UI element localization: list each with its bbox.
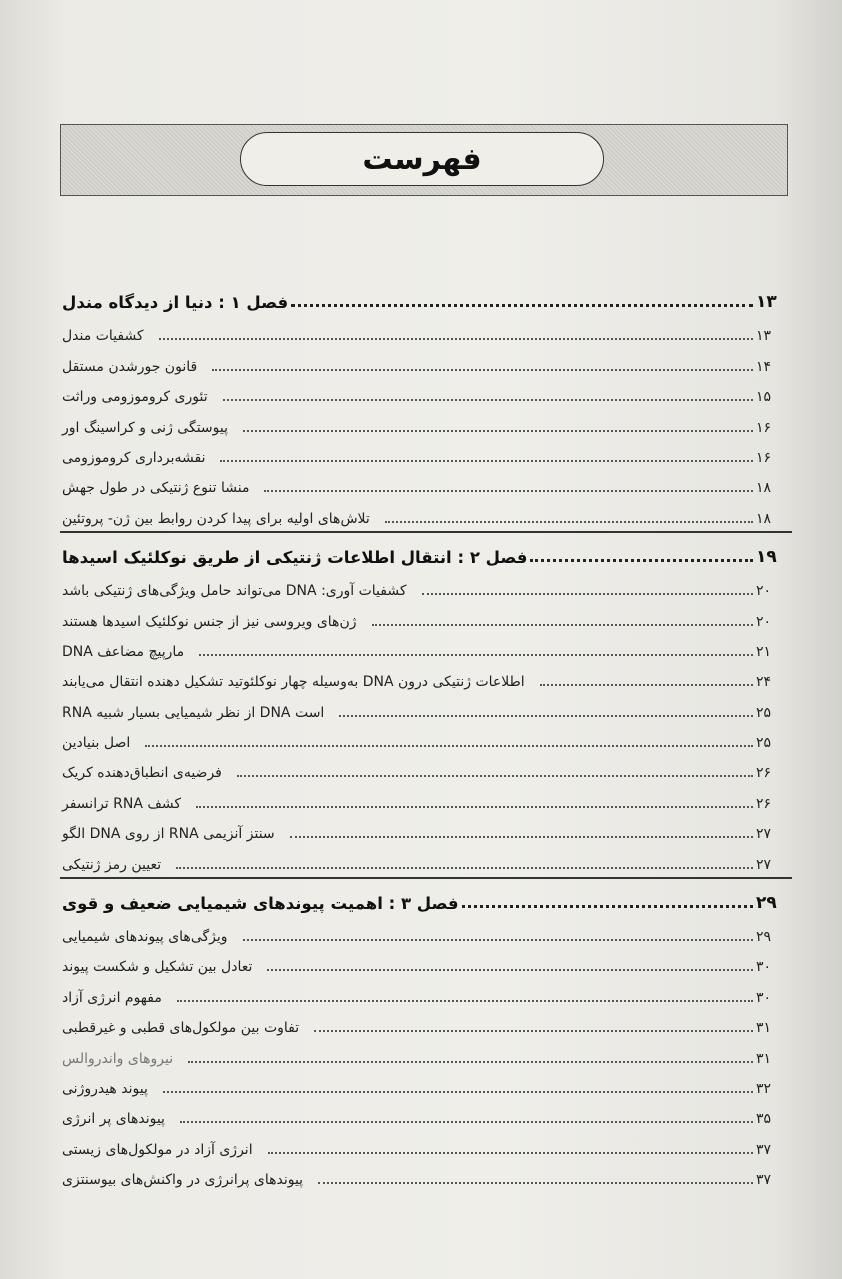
toc-entry — [60, 694, 792, 724]
toc-entry — [60, 816, 792, 846]
toc-entry-page-number: ۲۵ — [756, 704, 772, 721]
toc-entry — [60, 348, 792, 378]
toc-entry-label: تعادل بین تشکیل و شکست پیوند — [62, 959, 253, 976]
dot-leader — [220, 460, 753, 462]
dot-leader — [267, 969, 753, 971]
toc-entry-label: ویژگی‌های پیوندهای شیمیایی — [62, 929, 228, 946]
toc-entry-label: اطلاعات ژنتیکی درون DNA به‌وسیله چهار نوکلئوتید تشکیل دهنده انتقال می‌یابند — [62, 674, 525, 691]
chapter-heading — [60, 531, 792, 573]
dot-leader — [339, 715, 753, 717]
toc-entry-label: کشفیات مندل — [62, 328, 144, 345]
dot-leader — [264, 490, 753, 492]
toc-entry — [60, 725, 792, 755]
toc-entry-page-number: ۱۸ — [756, 480, 772, 497]
toc-entry — [60, 603, 792, 633]
dot-leader — [462, 905, 753, 908]
toc-entry-label: اصل بنیادین — [62, 735, 131, 752]
toc-entry — [60, 634, 792, 664]
dot-leader — [268, 1152, 753, 1154]
toc-entry — [60, 409, 792, 439]
toc-entry-page-number: ۳۰ — [756, 959, 772, 976]
toc-entry-label: تعیین رمز ژنتیکی — [62, 856, 162, 873]
toc-entry-label: پیوند هیدروژنی — [62, 1080, 148, 1097]
toc-entry-page-number: ۳۲ — [756, 1080, 772, 1097]
table-of-contents — [60, 276, 792, 1192]
toc-entry-page-number: ۳۰ — [756, 989, 772, 1006]
toc-entry — [60, 949, 792, 979]
dot-leader — [145, 745, 753, 747]
toc-entry-label: تئوری کروموزومی وراثت — [62, 389, 208, 406]
toc-entry-page-number: ۳۱ — [756, 1050, 772, 1067]
toc-entry-label: مفهوم انرژی آزاد — [62, 989, 162, 1006]
chapter-heading-label: فصل ۳ : اهمیت پیوندهای شیمیایی ضعیف و قوی — [62, 893, 459, 913]
toc-entry-page-number: ۱۳ — [756, 328, 772, 345]
toc-entry-label: کشفیات آوری: DNA می‌تواند حامل ویژگی‌های ژنتیکی باشد — [62, 583, 407, 600]
toc-entry — [60, 1101, 792, 1131]
toc-entry-label: انرژی آزاد در مولکول‌های زیستی — [62, 1141, 253, 1158]
toc-entry-label: پیوندهای پر انرژی — [62, 1111, 165, 1128]
dot-leader — [290, 836, 753, 838]
toc-entry — [60, 1040, 792, 1070]
toc-entry-label: پیوندهای پرانرژی در واکنش‌های بیوسنتزی — [62, 1172, 304, 1189]
chapter-heading-page-number: ۱۳ — [756, 292, 777, 312]
toc-entry-label: کشف RNA ترانسفر — [62, 795, 182, 812]
toc-entry-page-number: ۳۱ — [756, 1020, 772, 1037]
toc-entry — [60, 785, 792, 815]
dot-leader — [176, 867, 753, 869]
title-frame — [240, 132, 604, 186]
toc-entry-label: مارپیچ مضاعف DNA — [62, 643, 185, 660]
dot-leader — [177, 1000, 753, 1002]
toc-entry-page-number: ۲۷ — [756, 826, 772, 843]
chapter-heading — [60, 276, 792, 318]
dot-leader — [212, 369, 753, 371]
toc-entry — [60, 1131, 792, 1161]
toc-entry-page-number: ۲۹ — [756, 929, 772, 946]
chapter-heading-label: فصل ۲ : انتقال اطلاعات ژنتیکی از طریق نوکلئیک اسیدها — [62, 547, 528, 567]
dot-leader — [188, 1061, 753, 1063]
dot-leader — [223, 399, 753, 401]
chapter-heading — [60, 877, 792, 919]
toc-entry — [60, 1162, 792, 1192]
toc-entry-page-number: ۲۱ — [756, 643, 772, 660]
toc-entry — [60, 846, 792, 876]
toc-entry-page-number: ۳۷ — [756, 1141, 772, 1158]
toc-entry-page-number: ۳۵ — [756, 1111, 772, 1128]
dot-leader — [530, 559, 753, 562]
toc-entry-label: تفاوت بین مولکول‌های قطبی و غیرقطبی — [62, 1020, 300, 1037]
toc-entry-label: منشا تنوع ژنتیکی در طول جهش — [62, 480, 250, 497]
dot-leader — [180, 1121, 753, 1123]
dot-leader — [314, 1030, 753, 1032]
toc-entry-label: ژن‌های ویروسی نیز از جنس نوکلئیک اسیدها هستند — [62, 613, 357, 630]
toc-entry-label: RNA از نظر شیمیایی بسیار شبیه DNA است — [62, 704, 325, 721]
toc-entry — [60, 979, 792, 1009]
toc-entry-page-number: ۲۷ — [756, 856, 772, 873]
toc-entry-label: نقشه‌برداری کروموزومی — [62, 449, 206, 466]
toc-entry-page-number: ۱۵ — [756, 389, 772, 406]
toc-entry — [60, 1071, 792, 1101]
toc-entry — [60, 664, 792, 694]
toc-entry-page-number: ۱۶ — [756, 419, 772, 436]
dot-leader — [243, 939, 753, 941]
dot-leader — [422, 593, 753, 595]
toc-entry — [60, 470, 792, 500]
toc-entry-label: فرضیه‌ی انطباق‌دهنده کریک — [62, 765, 222, 782]
dot-leader — [243, 430, 753, 432]
toc-entry — [60, 318, 792, 348]
toc-entry-page-number: ۱۶ — [756, 449, 772, 466]
toc-entry-label: تلاش‌های اولیه برای پیدا کردن روابط بین ژن- پروتئین — [62, 510, 370, 527]
toc-entry-label: قانون جورشدن مستقل — [62, 358, 198, 375]
toc-entry — [60, 500, 792, 530]
toc-entry — [60, 755, 792, 785]
toc-entry-page-number: ۲۴ — [756, 674, 772, 691]
dot-leader — [196, 806, 753, 808]
dot-leader — [372, 624, 754, 626]
toc-entry — [60, 440, 792, 470]
toc-entry-page-number: ۲۰ — [756, 613, 772, 630]
toc-entry-page-number: ۲۶ — [756, 795, 772, 812]
chapter-heading-label: فصل ۱ : دنیا از دیدگاه مندل — [62, 293, 289, 312]
chapter-heading-page-number: ۱۹ — [756, 546, 777, 567]
toc-entry-page-number: ۱۴ — [756, 358, 772, 375]
toc-entry-page-number: ۳۷ — [756, 1172, 772, 1189]
toc-entry-page-number: ۲۰ — [756, 583, 772, 600]
toc-entry-page-number: ۱۸ — [756, 510, 772, 527]
toc-entry — [60, 1010, 792, 1040]
dot-leader — [237, 775, 753, 777]
dot-leader — [199, 654, 753, 656]
page-title: فهرست — [362, 141, 482, 177]
toc-entry — [60, 379, 792, 409]
toc-entry-page-number: ۲۶ — [756, 765, 772, 782]
toc-entry-label: سنتز آنزیمی RNA از روی DNA الگو — [62, 826, 275, 843]
toc-entry-page-number: ۲۵ — [756, 735, 772, 752]
toc-entry-label: نیروهای واندروالس — [62, 1050, 174, 1067]
toc-entry — [60, 573, 792, 603]
dot-leader — [291, 304, 753, 307]
toc-entry — [60, 919, 792, 949]
chapter-heading-page-number: ۲۹ — [756, 892, 777, 913]
dot-leader — [163, 1091, 753, 1093]
dot-leader — [318, 1182, 753, 1184]
dot-leader — [159, 338, 753, 340]
toc-entry-label: پیوستگی ژنی و کراسینگ اور — [62, 419, 228, 436]
dot-leader — [540, 684, 753, 686]
dot-leader — [385, 521, 753, 523]
